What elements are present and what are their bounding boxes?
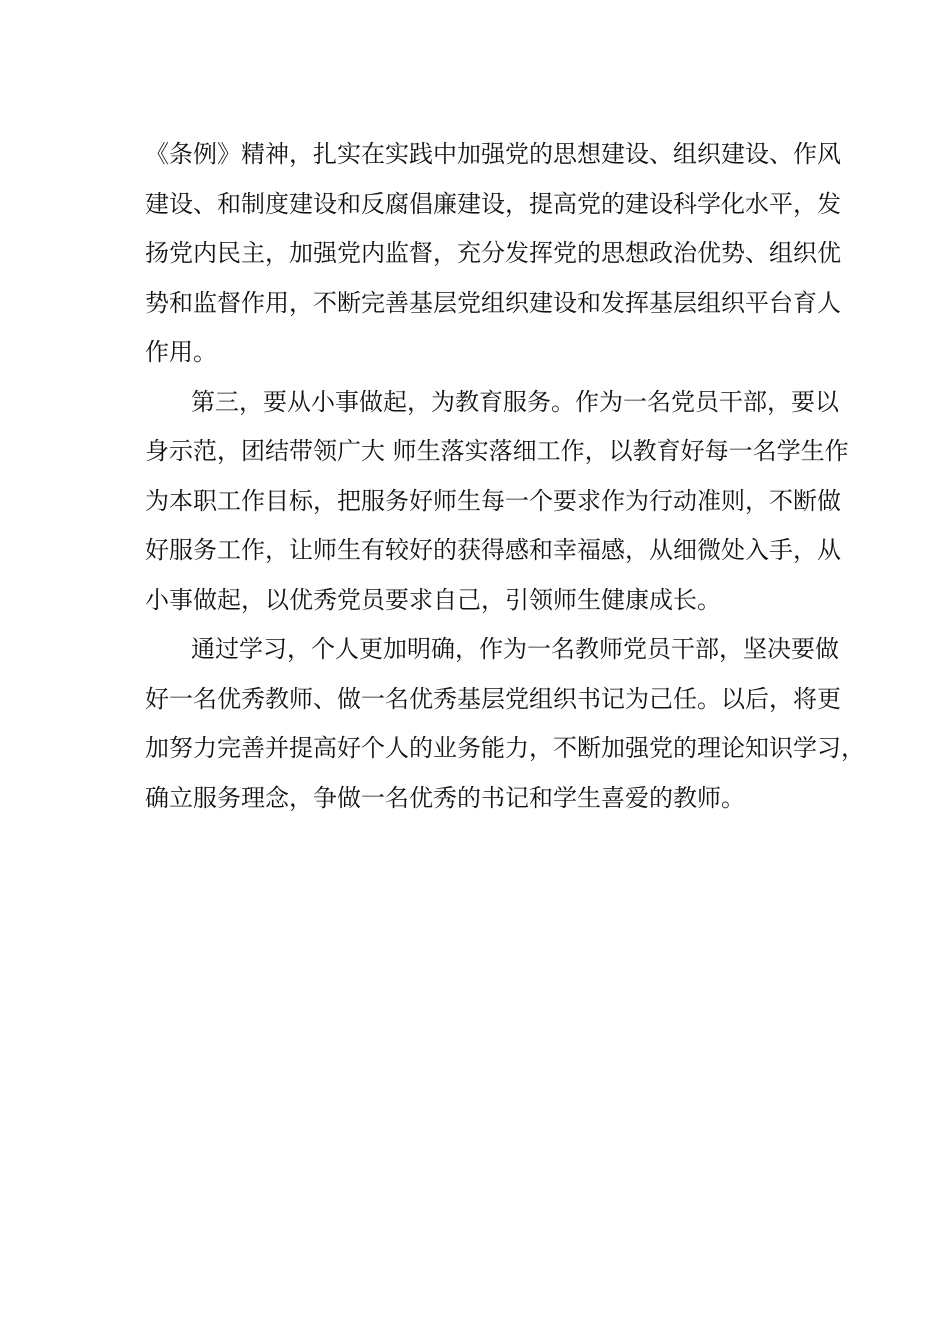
text-line: 加努力完善并提高好个人的业务能力，不断加强党的理论知识学习， (145, 734, 865, 762)
text-line: 小事做起，以优秀党员要求自己，引领师生健康成长。 (145, 585, 721, 614)
document-body (145, 130, 865, 823)
text-line: 确立服务理念，争做一名优秀的书记和学生喜爱的教师。 (145, 783, 745, 812)
paragraph-1 (145, 130, 841, 378)
text-line: 建设、和制度建设和反腐倡廉建设，提高党的建设科学化水平，发 (145, 189, 841, 218)
text-line: 《条例》精神，扎实在实践中加强党的思想建设、组织建设、作风 (145, 140, 841, 168)
text-line: 势和监督作用，不断完善基层党组织建设和发挥基层组织平台育人 (145, 288, 841, 317)
text-line: 好一名优秀教师、做一名优秀基层党组织书记为己任。以后，将更 (145, 684, 841, 713)
text-line: 为本职工作目标，把服务好师生每一个要求作为行动准则，不断做 (145, 486, 841, 515)
text-line: 作用。 (145, 338, 217, 366)
paragraph-2 (145, 378, 849, 626)
text-line: 扬党内民主，加强党内监督，充分发挥党的思想政治优势、组织优 (145, 239, 841, 267)
text-line: 身示范，团结带领广大 师生落实落细工作，以教育好每一名学生作 (145, 437, 849, 465)
text-line: 第三，要从小事做起，为教育服务。作为一名党员干部，要以 (191, 387, 839, 416)
text-line: 通过学习，个人更加明确，作为一名教师党员干部，坚决要做 (191, 635, 839, 663)
paragraph-3 (145, 625, 865, 823)
text-line: 好服务工作，让师生有较好的获得感和幸福感，从细微处入手，从 (145, 536, 841, 564)
